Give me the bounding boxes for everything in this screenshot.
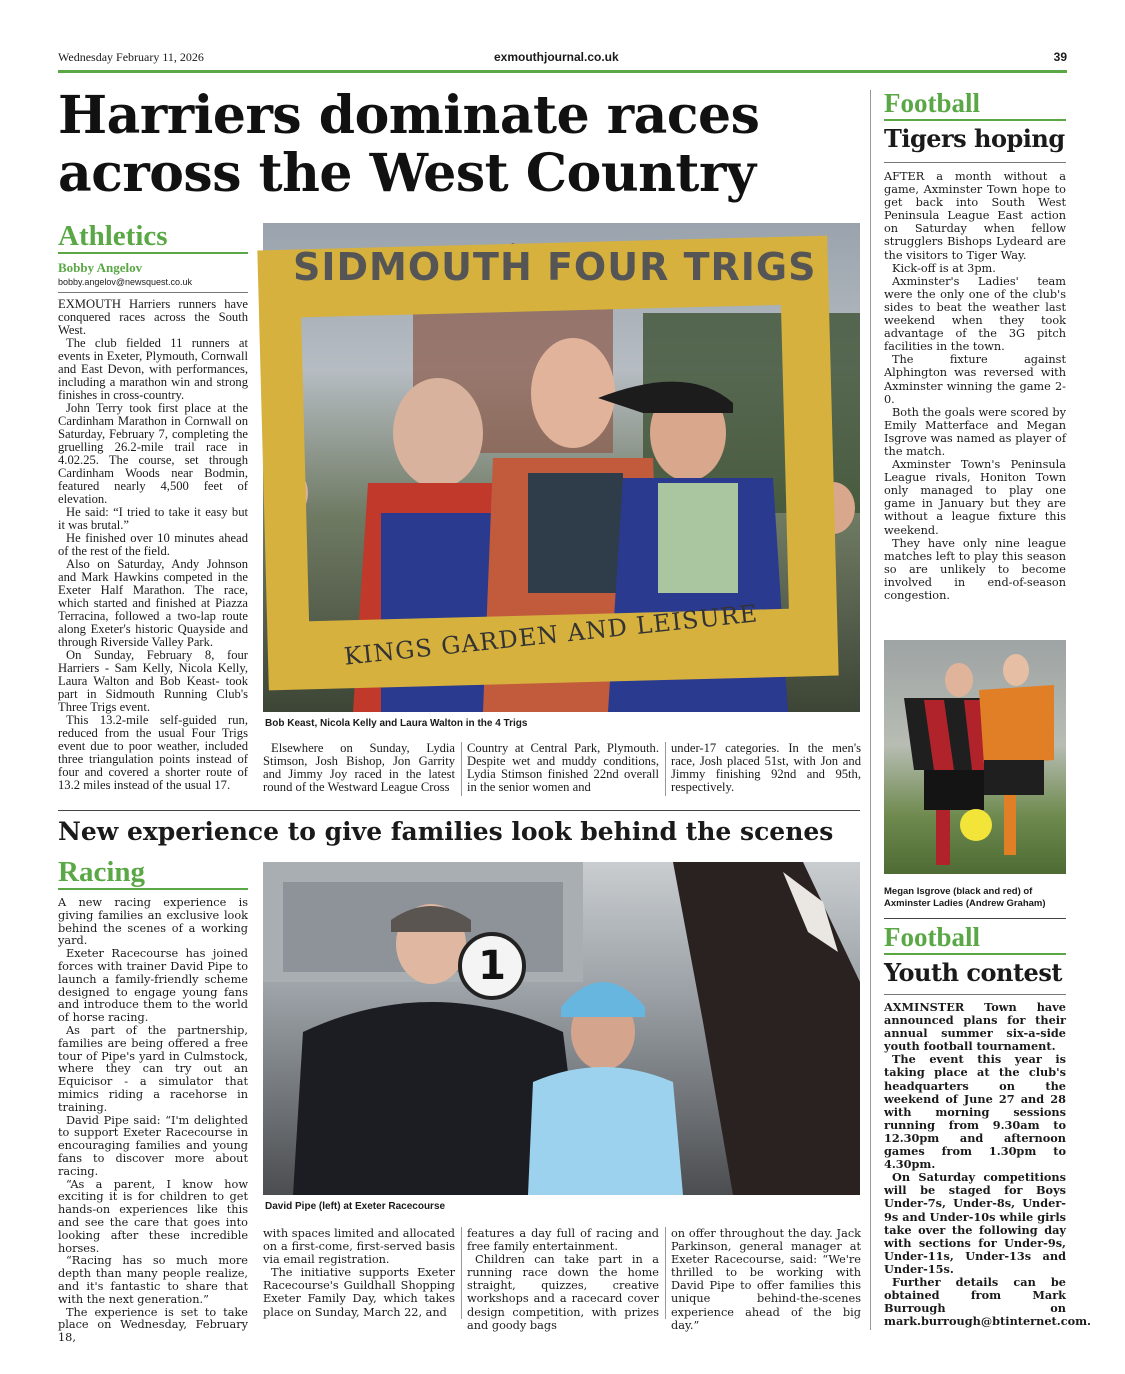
section-label-athletics: Athletics [58,220,168,252]
sidebar1-para: Kick-off is at 3pm. [892,261,996,275]
lead-para: Also on Saturday, Andy Johnson and Mark Hawkins competed in the Exeter Half Marathon. The race, which started and finished at Piazza Terracina, followed a two-lap route along Exeter's historic Quayside and through Riverside Valley Park. [58,557,248,649]
author-name: Bobby Angelov [58,260,143,275]
sidebar-separator [884,918,1066,919]
section-rule [58,252,248,254]
frame-text-bottom: KINGS GARDEN AND LEISURE [342,599,760,671]
racing-photo-caption: David Pipe (left) at Exeter Racecourse [265,1201,446,1212]
lead-headline-line1: Harriers dominate races [58,85,760,146]
second-para: Exeter Racecourse has joined forces with trainer David Pipe to launch a family-friendly scheme designed to engage young fans and introduce them to the world of horse racing. [58,947,248,1025]
masthead-rule [58,70,1067,73]
section-label-racing: Racing [58,856,145,888]
second-column-3 [467,1227,659,1332]
second-para: features a day full of racing and free family entertainment. [467,1227,659,1254]
lead-para: This 13.2-mile self-guided run, reduced from the usual Four Trigs event due to poor weather, included three triangulation points instead of four and covered a shorter route of 13.2 miles instead of the usual 17. [58,713,248,792]
lead-column-3 [467,742,659,794]
sidebar2-para: Further details can be obtained from Mark Burrough on mark.burrough@btinternet.com. [884,1274,1091,1329]
lead-para: He said: “I tried to take it easy but it was brutal.” [58,505,248,532]
site-url[interactable]: exmouthjournal.co.uk [494,50,619,64]
lead-para: John Terry took first place at the Cardinham Marathon in Cornwall on Saturday, February 7, completing the gruelling 26.2-mile trail race in 4.02.25. The course, set through Cardinham Woods near Bodmin, featured nearly 4,500 feet of elevation. [58,401,248,506]
lead-photo-caption: Bob Keast, Nicola Kelly and Laura Walton in the 4 Trigs [265,718,528,729]
second-para: on offer throughout the day. Jack Parkinson, general manager at Exeter Racecourse, said: “We're thrilled to be working with David Pipe to offer families this unique behind-the-scenes experience ahead of the big day.” [671,1227,861,1332]
second-para: Children can take part in a running race down the home straight, quizzes, creative workshops and a racecard cover design competition, with prizes and goody bags [467,1253,659,1332]
racing-photo-illustration [263,862,860,1195]
second-para: The initiative supports Exeter Racecourse's Guildhall Shopping Exeter Family Day, which takes place on Sunday, March 22, and [263,1266,455,1319]
football-photo [884,640,1066,874]
second-para: with spaces limited and allocated on a first-come, first-served basis via email registration. [263,1227,455,1267]
second-column-2 [263,1227,455,1319]
second-para: David Pipe said: “I'm delighted to support Exeter Racecourse in encouraging families and young fans to discover more about racing. [58,1113,248,1178]
column-divider [461,1227,462,1319]
lead-photo [263,223,860,712]
sidebar1-para: They have only nine league matches left to play this season so are unlikely to become involved in end-of-season congestion. [884,536,1066,602]
section-rule [884,119,1066,121]
sidebar2-body [884,1000,1091,1329]
sidebar1-para: Axminster Town's Peninsula League rivals, Honiton Town only managed to play one game in January but they are without a league fixture this weekend. [884,458,1066,537]
column-divider [665,742,666,796]
author-email[interactable]: bobby.angelov@newsquest.co.uk [58,277,193,287]
sidebar-divider [870,90,871,1330]
sidebar2-headline: Youth contest [884,958,1062,987]
column-divider [665,1227,666,1319]
lead-column-1 [58,298,248,798]
race-number-sign: 1 [458,932,526,1000]
sidebar1-para: Both the goals were scored by Emily Matterface and Megan Isgrove was named as player of the match. [884,405,1066,458]
second-column-1 [58,896,248,1345]
lead-para: Country at Central Park, Plymouth. Despite wet and muddy conditions, Lydia Stimson finished 22nd overall in the senior women and [467,741,659,794]
lead-para: under-17 categories. In the men's race, Josh placed 51st, with Jon and Jimmy finishing 92nd and 95th, respectively. [671,741,861,794]
lead-para: EXMOUTH Harriers runners have conquered races across the South West. [58,297,248,337]
football-photo-caption: Megan Isgrove (black and red) of Axminster Ladies (Andrew Graham) [884,886,1046,909]
lead-para: He finished over 10 minutes ahead of the rest of the field. [58,531,248,558]
lead-para: On Sunday, February 8, four Harriers - Sam Kelly, Nicola Kelly, Laura Walton and Bob Keast- took part in Sidmouth Running Club's Three Trigs event. [58,648,248,714]
page-number: 39 [1053,50,1067,64]
sidebar2-para: On Saturday competitions will be staged for Boys Under-7s, Under-8s, Under-9s and Under-10s while girls take over the following day with sections for Under-9s, Under-11s, Under-13s and Under-15s. [884,1170,1066,1276]
second-para: “As a parent, I know how exciting it is for children to get hands-on experiences like this and see the care that goes into looking after these incredible horses. [58,1177,248,1255]
sidebar2-section-label: Football [884,922,981,952]
second-para: A new racing experience is giving families an exclusive look behind the scenes of a working yard. [58,896,248,948]
second-para: “Racing has so much more depth than many people realize, and it's fantastic to share that with the next generation.” [58,1254,248,1306]
lead-headline [58,87,858,203]
second-para: As part of the partnership, families are being offered a free tour of Pipe's yard in Culmstock, where they can try out an Equicisor - a simulator that mimics riding a racehorse in training. [58,1023,248,1114]
sidebar2-para: AXMINSTER Town have announced plans for their annual summer six-a-side youth football tournament. [884,1000,1066,1054]
second-column-4 [671,1227,861,1332]
sidebar1-body [884,170,1066,630]
sidebar1-para: Axminster's Ladies' team were the only one of the club's sides to beat the weather last weekend when they took advantage of the 3G pitch facilities in the town. [884,274,1066,354]
story-separator [58,810,860,811]
column-divider [461,742,462,796]
section-rule [58,888,248,890]
second-para: The experience is set to take place on Wednesday, February 18, [58,1305,248,1345]
lead-para: The club fielded 11 runners at events in Exeter, Plymouth, Cornwall and East Devon, with performances, including a marathon win and strong finishes in cross-country. [58,336,248,402]
frame-text-top: SIDMOUTH FOUR TRIGS [293,245,817,289]
football-photo-illustration [884,640,1066,874]
section-rule [884,953,1066,955]
sidebar1-para: The fixture against Alphington was reversed with Axminster winning the game 2-0. [884,353,1066,406]
lead-para: Elsewhere on Sunday, Lydia Stimson, Josh Bishop, Jon Garrity and Jimmy Joy raced in the latest round of the Westward League Cross [263,741,455,794]
racing-photo [263,862,860,1195]
sidebar2-para: The event this year is taking place at the club's headquarters on the weekend of June 27 and 28 with morning sessions running from 9.30am to 12.30pm and afternoon games from 1.30pm to 4.30pm. [884,1052,1066,1172]
lead-column-2 [263,742,455,794]
headline-rule [884,162,1066,163]
byline-rule [58,292,248,293]
issue-date: Wednesday February 11, 2026 [58,50,204,64]
second-headline: New experience to give families look behind the scenes [58,817,834,846]
sidebar1-para: AFTER a month without a game, Axminster Town hope to get back into South West Peninsula League East action on Saturday when fellow strugglers Bishops Lydeard are the visitors to Tiger Way. [884,170,1066,262]
lead-column-4 [671,742,861,794]
headline-rule [884,994,1066,995]
lead-headline-line2: across the West Country [58,143,756,204]
sidebar1-section-label: Football [884,88,981,118]
sidebar1-headline: Tigers hoping [884,124,1065,153]
